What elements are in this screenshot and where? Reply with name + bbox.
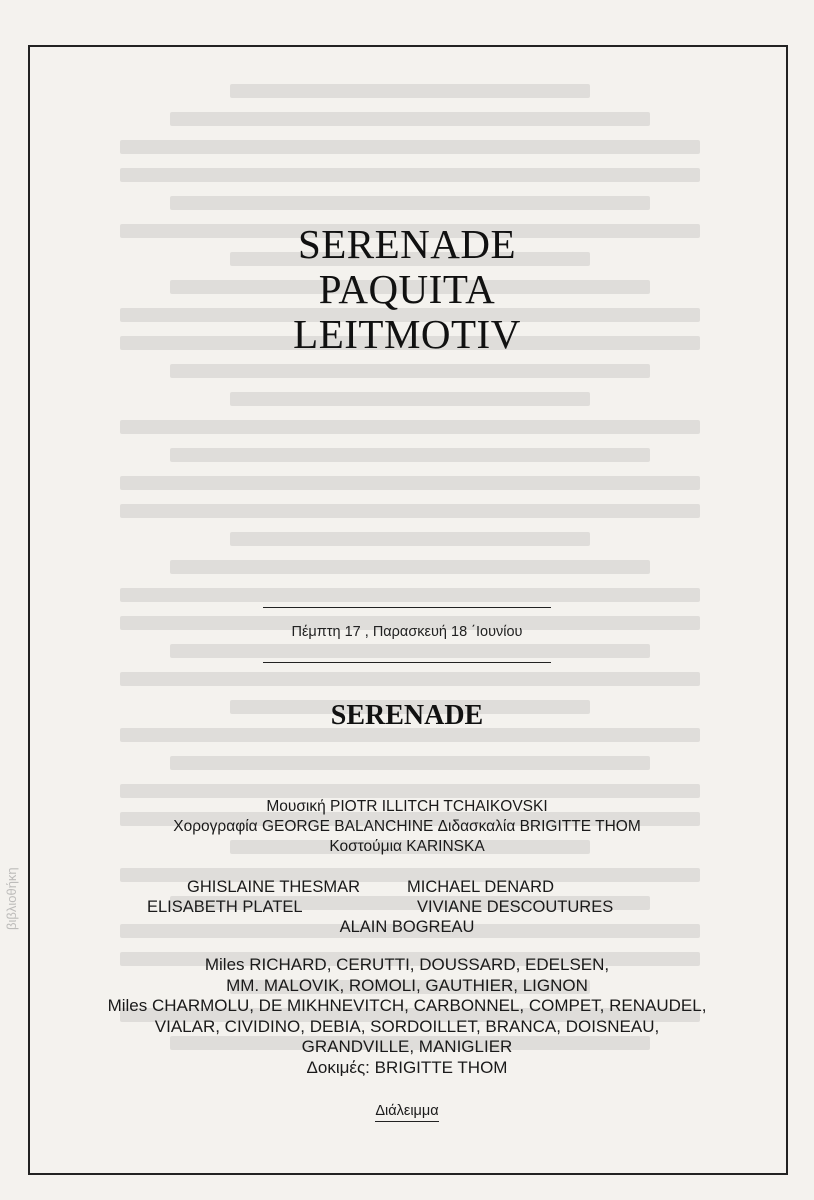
credit-choreography: Χορογραφία GEORGE BALANCHINE Διδασκαλία BRIGITTE THOM [173,818,641,835]
ensemble-line: MM. MALOVIK, ROMOLI, GAUTHIER, LIGNON [226,975,588,995]
side-stamp: βιβλιοθήκη [4,867,19,930]
principal-row [0,877,814,897]
divider-top [263,607,551,608]
ensemble-line: Miles RICHARD, CERUTTI, DOUSSARD, EDELSEN, [204,955,610,974]
dancer-name: VIVIANE DESCOUTURES [417,898,614,916]
title-leitmotiv: LEITMOTIV [293,311,521,357]
ensemble-line: VIALAR, CIVIDINO, DEBIA, SORDOILLET, BRANCA, DOISNEAU, [154,1016,660,1036]
principal-dancers [0,877,814,937]
dancer-name: ELISABETH PLATEL [147,898,303,916]
program-titles [0,222,814,357]
title-serenade: SERENADE [297,221,517,267]
intermission-label: Διάλειμμα [375,1103,438,1122]
section-title: SERENADE [330,700,484,731]
principal-row [0,897,814,917]
credits [0,797,814,857]
dancer-name: ALAIN BOGREAU [339,918,475,936]
credit-music: Μουσική PIOTR ILLITCH TCHAIKOVSKI [266,798,548,815]
credit-costumes: Κοστούμια KARINSKA [329,838,485,855]
intermission [0,1103,814,1119]
rehearsal-credit: Δοκιμές: BRIGITTE THOM [306,1057,508,1077]
performance-dates: Πέμπτη 17 , Παρασκευή 18 ΄Ιουνίου [291,624,523,640]
divider-bottom [263,662,551,663]
ensemble-line: GRANDVILLE, MANIGLIER [301,1037,513,1056]
ensemble-line: Miles CHARMOLU, DE MIKHNEVITCH, CARBONNEL, COMPET, RENAUDEL, [107,996,707,1015]
dancer-name: GHISLAINE THESMAR [187,878,360,896]
title-paquita: PAQUITA [318,266,496,312]
ensemble [30,955,784,1078]
dancer-name: MICHAEL DENARD [407,878,554,896]
